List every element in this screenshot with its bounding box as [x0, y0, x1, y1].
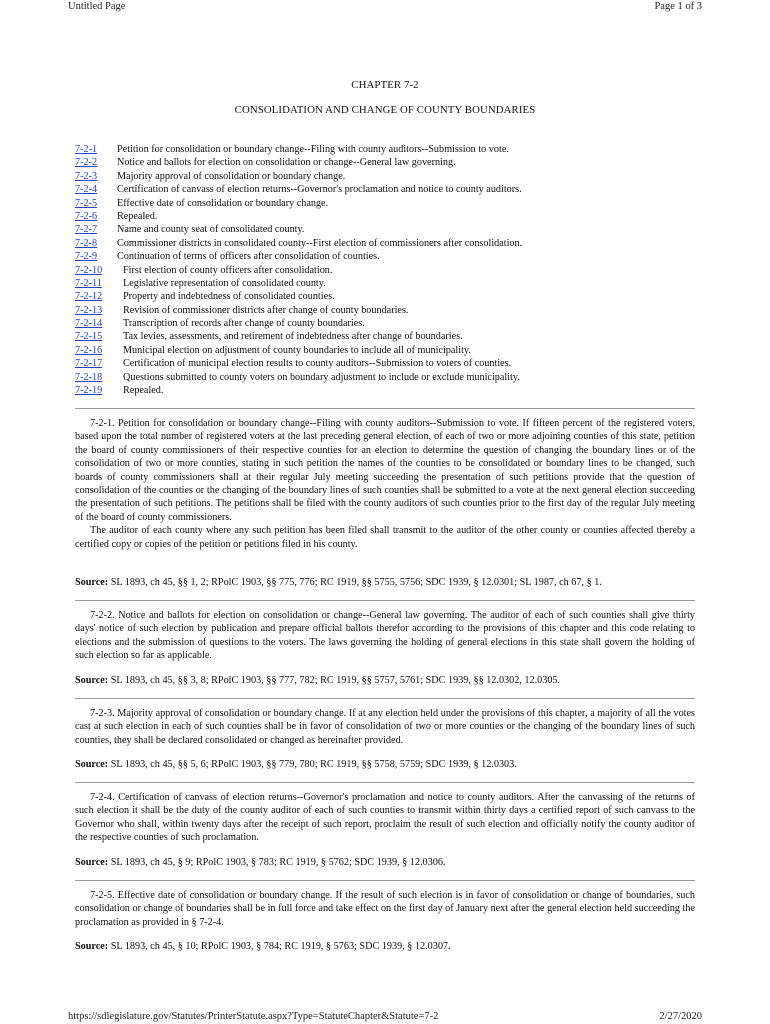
toc-row — [75, 384, 705, 397]
toc-section-title: Majority approval of consolidation or boundary change. — [117, 170, 346, 182]
toc-section-link[interactable]: 7-2-14 — [75, 318, 103, 330]
section-7-2-3 — [75, 707, 695, 747]
chapter-title: CHAPTER 7-2 — [351, 79, 419, 91]
toc-section-link[interactable]: 7-2-13 — [75, 304, 103, 316]
section-paragraph: 7-2-2. Notice and ballots for election on consolidation or change--General law governing. The auditor of each of such counties shall give thirty days' notice of such election by publication and prepare official ballots therefor according to the provisions of this chapter and this code relating to elections and the submission of questions to the voters. The laws governing the holding of general elections in this state shall govern the holding of such election so far as applicable. — [75, 610, 695, 662]
source-label: Source: — [75, 577, 109, 588]
toc-section-link[interactable]: 7-2-10 — [75, 264, 103, 276]
toc-row — [75, 344, 705, 357]
section-paragraph: 7-2-3. Majority approval of consolidation or boundary change. If at any election held under the provisions of this chapter, a majority of all the votes cast at such election in each of such counties shall be in favor of consolidation of two or more counties or the changing of the boundary lines of such counties, they shall be declared consolidated or changed as hereinafter provided. — [75, 708, 695, 746]
source-label: Source: — [75, 941, 109, 952]
toc-section-title: First election of county officers after consolidation. — [123, 264, 333, 276]
toc-section-title: Repealed. — [123, 385, 164, 397]
toc-row — [75, 183, 705, 196]
page-indicator: Page 1 of 3 — [654, 1, 702, 12]
source-label: Source: — [75, 857, 109, 868]
toc-row — [75, 304, 705, 317]
section-paragraph: 7-2-4. Certification of canvass of election returns--Governor's proclamation and notice to county auditors. After the canvassing of the returns of such election it shall be the duty of the county auditor of each of such counties to transmit within thirty days a certified report of such canvass to the Governor who shall, within twenty days after the receipt of such report, proclaim the result of such election and officially notify the county auditor of the respective counties of such proclamation. — [75, 792, 695, 844]
toc-section-title: Petition for consolidation or boundary change--Filing with county auditors--Submission to vote. — [117, 144, 509, 155]
toc-row — [75, 317, 705, 330]
toc-section-title: Effective date of consolidation or boundary change. — [117, 197, 329, 209]
toc-row — [75, 264, 705, 277]
toc-row — [75, 277, 705, 290]
toc-section-title: Property and indebtedness of consolidated counties. — [123, 291, 335, 303]
toc-section-title: Name and county seat of consolidated county. — [117, 224, 305, 236]
toc-section-title: Notice and ballots for election on consolidation or change--General law governing. — [117, 157, 456, 169]
section-source — [75, 576, 705, 589]
toc-section-link[interactable]: 7-2-15 — [75, 331, 103, 343]
section-divider — [75, 600, 695, 601]
section-source — [75, 674, 705, 687]
toc-section-title: Repealed. — [117, 210, 158, 222]
toc-row — [75, 330, 705, 343]
table-of-contents — [75, 143, 705, 397]
toc-section-link[interactable]: 7-2-18 — [75, 371, 103, 383]
section-divider — [75, 408, 695, 409]
toc-row — [75, 223, 705, 236]
toc-section-link[interactable]: 7-2-16 — [75, 344, 103, 356]
source-text: SL 1893, ch 45, § 9; RPolC 1903, § 783; RC 1919, § 5762; SDC 1939, § 12.0306. — [108, 857, 446, 868]
toc-section-link[interactable]: 7-2-2 — [75, 157, 98, 169]
toc-section-link[interactable]: 7-2-6 — [75, 210, 98, 222]
toc-row — [75, 237, 705, 250]
toc-row — [75, 290, 705, 303]
toc-section-link[interactable]: 7-2-19 — [75, 385, 103, 397]
toc-section-link[interactable]: 7-2-9 — [75, 251, 98, 263]
toc-row — [75, 357, 705, 370]
toc-row — [75, 371, 705, 384]
toc-row — [75, 210, 705, 223]
toc-row — [75, 250, 705, 263]
toc-section-link[interactable]: 7-2-11 — [75, 277, 102, 289]
toc-section-title: Questions submitted to county voters on boundary adjustment to include or exclude municipality. — [123, 371, 520, 383]
toc-section-link[interactable]: 7-2-1 — [75, 144, 98, 155]
toc-row — [75, 170, 705, 183]
section-7-2-1 — [75, 417, 695, 551]
toc-row — [75, 197, 705, 210]
page-title: Untitled Page — [68, 1, 126, 12]
toc-section-link[interactable]: 7-2-7 — [75, 224, 98, 236]
page-url: https://sdlegislature.gov/Statutes/PrinterStatute.aspx?Type=StatuteChapter&Statute=7-2 — [68, 1011, 439, 1022]
source-text: SL 1893, ch 45, §§ 5, 6; RPolC 1903, §§ 779, 780; RC 1919, §§ 5758, 5759; SDC 1939, § 12.0303. — [108, 759, 517, 770]
toc-section-title: Certification of canvass of election returns--Governor's proclamation and notice to county auditors. — [117, 184, 522, 196]
toc-section-title: Continuation of terms of officers after consolidation of counties. — [117, 251, 380, 263]
toc-section-title: Transcription of records after change of county boundaries. — [123, 318, 365, 330]
section-7-2-2 — [75, 609, 695, 663]
toc-section-title: Municipal election on adjustment of county boundaries to include all of municipality. — [123, 344, 471, 356]
chapter-subtitle: CONSOLIDATION AND CHANGE OF COUNTY BOUNDARIES — [234, 104, 536, 116]
toc-section-title: Certification of municipal election results to county auditors--Submission to voters of counties. — [123, 358, 512, 370]
source-text: SL 1893, ch 45, §§ 3, 8; RPolC 1903, §§ 777, 782; RC 1919, §§ 5757, 5761; SDC 1939, §§ 12.0302, 12.0305. — [108, 675, 561, 686]
section-source — [75, 856, 705, 869]
toc-section-title: Commissioner districts in consolidated county--First election of commissioners after consolidation. — [117, 237, 523, 249]
section-source — [75, 758, 705, 771]
section-paragraph: 7-2-5. Effective date of consolidation or boundary change. If the result of such election is in favor of consolidation or change of boundaries, such consolidation or change of boundaries shall be in full force and take effect on the first day of January next after the general election held succeeding the proclamation as provided in § 7-2-4. — [75, 890, 695, 928]
toc-section-link[interactable]: 7-2-8 — [75, 237, 98, 249]
toc-section-link[interactable]: 7-2-17 — [75, 358, 103, 370]
source-text: SL 1893, ch 45, § 10; RPolC 1903, § 784; RC 1919, § 5763; SDC 1939, § 12.0307. — [108, 941, 451, 952]
toc-section-link[interactable]: 7-2-4 — [75, 184, 98, 196]
print-date: 2/27/2020 — [659, 1011, 702, 1022]
source-label: Source: — [75, 675, 109, 686]
section-divider — [75, 880, 695, 881]
toc-section-link[interactable]: 7-2-5 — [75, 197, 98, 209]
toc-section-link[interactable]: 7-2-12 — [75, 291, 103, 303]
section-paragraph: The auditor of each county where any such petition has been filed shall transmit to the auditor of the other county or counties affected thereby a certified copy or copies of the petition or petitions filed in his county. — [75, 525, 695, 550]
toc-section-title: Legislative representation of consolidated county. — [123, 277, 326, 289]
section-7-2-5 — [75, 889, 695, 929]
section-7-2-4 — [75, 791, 695, 845]
toc-section-title: Tax levies, assessments, and retirement of indebtedness after change of boundaries. — [123, 331, 463, 343]
toc-row — [75, 156, 705, 169]
toc-row — [75, 143, 705, 156]
section-source — [75, 940, 705, 953]
section-divider — [75, 782, 695, 783]
source-label: Source: — [75, 759, 109, 770]
toc-section-title: Revision of commissioner districts after change of county boundaries. — [123, 304, 409, 316]
section-divider — [75, 698, 695, 699]
toc-section-link[interactable]: 7-2-3 — [75, 170, 98, 182]
section-paragraph: 7-2-1. Petition for consolidation or boundary change--Filing with county auditors--Submission to vote. If fifteen percent of the registered voters, based upon the total number of registered voters at the last preceding general election, of each of two or more adjoining counties of this state, petition the board of county commissioners of their respective counties for an election to determine the question of changing the boundary lines or of the consolidation of two or more counties, stating in such petition the names of the counties to be consolidated or boundary lines to be changed, such boards of county commissioners shall at their regular July meeting succeeding the presentation of such petitions provide that the question of consolidation of the counties or the changing of the boundary lines of such counties shall be submitted to a vote at the next general election succeeding the presentation of such petitions. The petitions shall be filed with the county auditors of such counties prior to the first day of the regular July meeting of the board of county commissioners. — [75, 418, 695, 523]
source-text: SL 1893, ch 45, §§ 1, 2; RPolC 1903, §§ 775, 776; RC 1919, §§ 5755, 5756; SDC 1939, § 12.0301; SL 1987, ch 67, § 1. — [108, 577, 602, 588]
